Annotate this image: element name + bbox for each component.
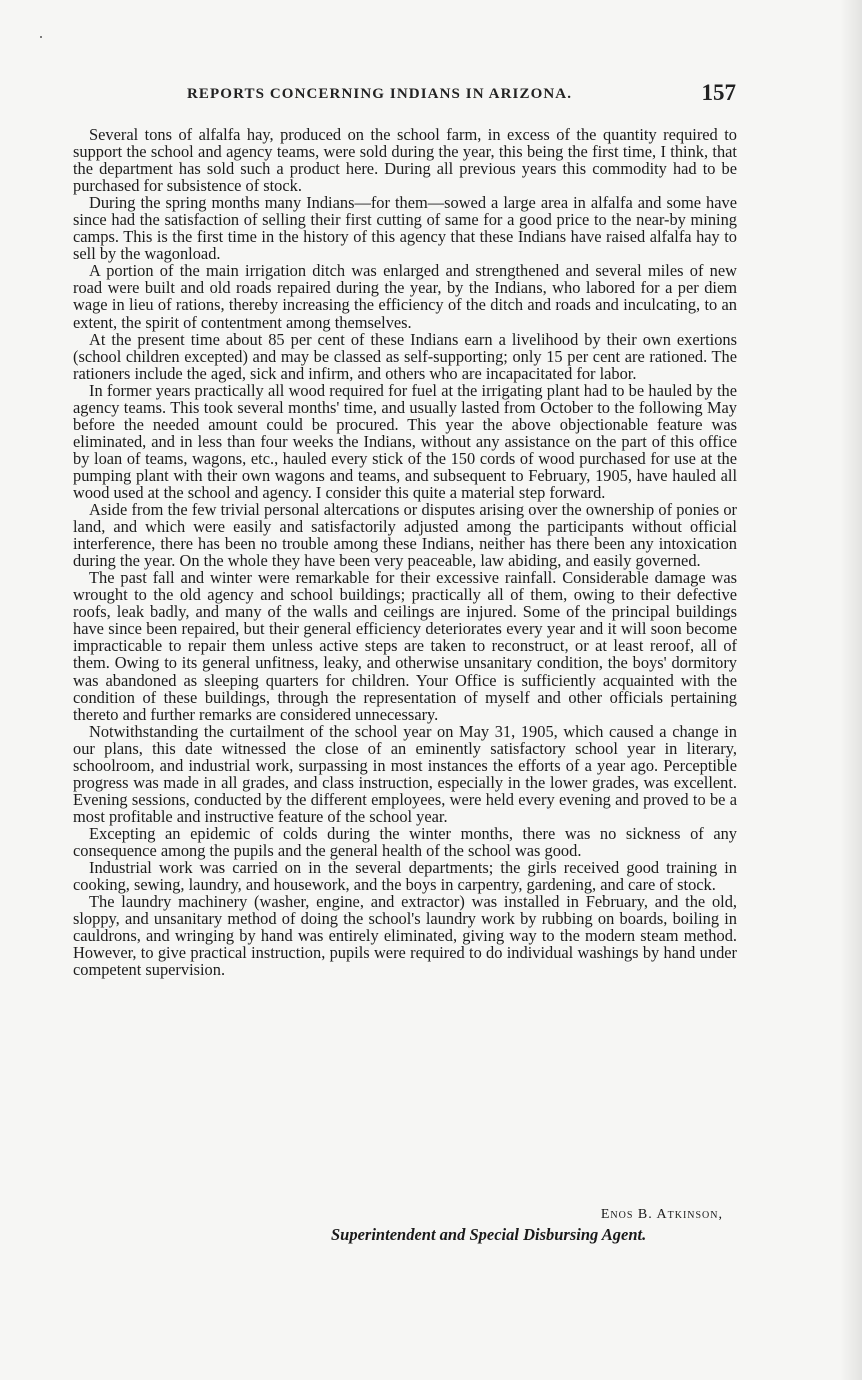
paragraph-disputes: Aside from the few trivial personal altercations or disputes arising over the ownership of ponies or land, and which were easily and satisfactorily adjusted among the participants without official interference, there has been no trouble among these Indians, neither has there been any intoxication during the year. On the whole they have been very peaceable, law abiding, and easily governed. [73, 500, 737, 571]
paragraph-school-year: Notwithstanding the curtailment of the school year on May 31, 1905, which caused a change in our plans, this date witnessed the close of an eminently satisfactory school year in literary, schoolroom, and industrial work, surpassing in most instances the efforts of a year ago. Perceptible progress was made in all grades, and class instruction, especially in the lower grades, was excellent. Evening sessions, conducted by the different employees, were held every evening and proved to be a most profitable and instructive feature of the school year. [73, 721, 737, 826]
page-number: 157 [701, 80, 736, 105]
paragraph-wood-hauling: In former years practically all wood required for fuel at the irrigating plant had to be hauled by the agency teams. This took several months' time, and usually lasted from October to the following May before the needed amount could be procured. This year the above objectionable feature was eliminated, and in less than four weeks the Indians, without any assistance on the part of this office by loan of teams, wagons, etc., hauled every stick of the 150 cords of wood purchased for use at the pumping plant with their own wagons and teams, and subsequent to February, 1905, have hauled all wood used at the school and agency. I consider this quite a material step forward. [73, 380, 737, 502]
signatory-name: Enos B. Atkinson, [600, 1207, 723, 1222]
paragraph-self-supporting: At the present time about 85 per cent of these Indians earn a livelihood by their own exertions (school children excepted) and may be classed as self-supporting; only 15 per cent are rationed. The rationers include the aged, sick and infirm, and others who are incapacitated for labor. [73, 329, 737, 383]
paragraph-indian-alfalfa: During the spring months many Indians—for them—sowed a large area in alfalfa and some have since had the satisfaction of selling their first cutting of same for a good price to the near-by mining camps. This is the first time in the history of this agency that these Indians have raised alfalfa hay to sell by the wagonload. [73, 193, 737, 264]
paragraph-health: Excepting an epidemic of colds during the winter months, there was no sickness of any consequence among the pupils and the general health of the school was good. [73, 823, 737, 860]
paragraph-irrigation-ditch: A portion of the main irrigation ditch was enlarged and strengthened and several miles of new road were built and old roads repaired during the year, by the Indians, who labored for a per diem wage in lieu of rations, thereby increasing the efficiency of the ditch and roads and inculcating, to an extent, the spirit of contentment among themselves. [73, 261, 737, 332]
paragraph-rainfall-damage: The past fall and winter were remarkable for their excessive rainfall. Considerable damage was wrought to the old agency and school buildings; practically all of them, owing to their defective roofs, leak badly, and many of the walls and ceilings are injured. Some of the principal buildings have since been repaired, but their general efficiency deteriorates every year and it will soon become impracticable to repair them unless active steps are taken to reconstruct, or at least reroof, all of them. Owing to its general unfitness, leaky, and otherwise unsanitary condition, the boys' dormitory was abandoned as sleeping quarters for children. Your Office is sufficiently acquainted with the condition of these buildings, through the representation of myself and other officials pertaining thereto and further remarks are considered unnecessary. [73, 568, 737, 724]
signatory-title: Superintendent and Special Disbursing Agent. [331, 1225, 647, 1244]
page-edge-shadow [840, 0, 862, 1380]
scan-speck [40, 36, 42, 38]
paragraph-laundry: The laundry machinery (washer, engine, and extractor) was installed in February, and the old, sloppy, and unsanitary method of doing the school's laundry work by rubbing on boards, boiling in cauldrons, and wringing by hand was entirely eliminated, giving way to the modern steam method. However, to give practical instruction, pupils were required to do individual washings by hand under competent supervision. [73, 892, 737, 980]
report-body [73, 126, 737, 978]
page-header [72, 82, 738, 110]
paragraph-alfalfa-sales: Several tons of alfalfa hay, produced on the school farm, in excess of the quantity required to support the school and agency teams, were sold during the year, this being the first time, I think, that the department has sold such a product here. During all previous years this commodity had to be purchased for subsistence of stock. [73, 125, 737, 196]
paragraph-industrial-work: Industrial work was carried on in the several departments; the girls received good training in cooking, sewing, laundry, and housework, and the boys in carpentry, gardening, and care of stock. [73, 858, 737, 895]
signature-block [73, 1206, 737, 1245]
running-head: REPORTS CONCERNING INDIANS IN ARIZONA. [187, 86, 573, 102]
